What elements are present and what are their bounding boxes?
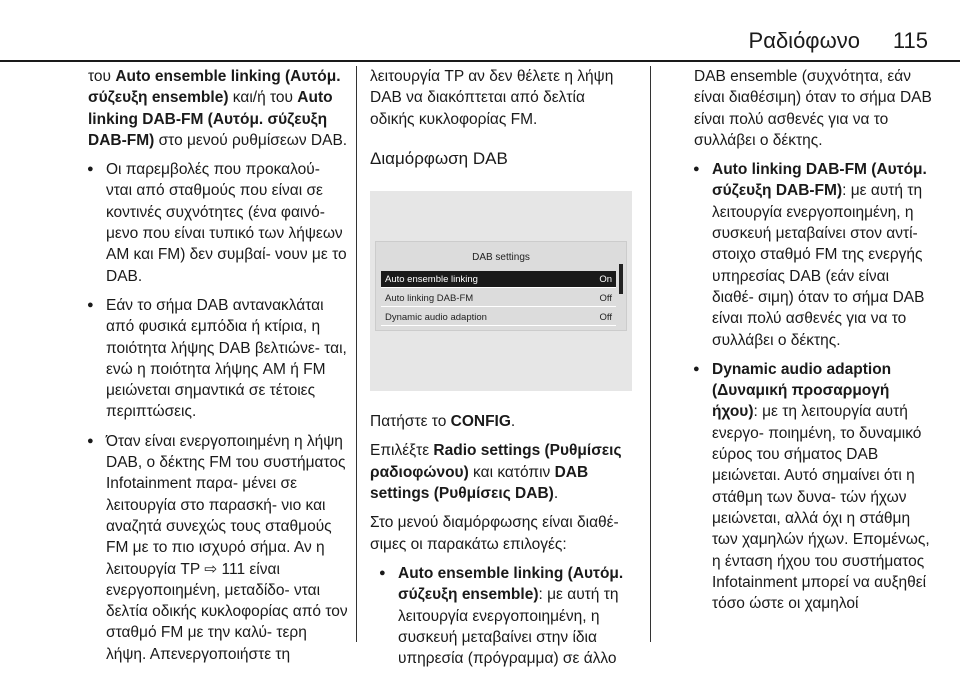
text-run: στο μενού ρυθμίσεων DAB.: [154, 131, 348, 149]
menu-term: DAB settings (Ρυθμίσεις DAB): [370, 463, 589, 503]
bullet-item: [694, 159, 934, 351]
text-run: και κατόπιν: [468, 463, 555, 481]
text-run: : με αυτή τη λειτουργία ενεργοποιημένη, η συσκευή μεταβαίνει στην ίδια υπηρεσία (πρόγραμμα) σε άλλο: [398, 586, 619, 668]
menu-term: Auto linking DAB-FM (Αυτόμ. σύζευξη DAB-FM): [712, 161, 927, 200]
bullet-item: ● Οι παρεμβολές που προκαλού- νται από σταθμούς που είναι σε κοντινές συχνότητες (ένα φαινό- μενο που είναι τυπικό των λήψεων AM και FM) δεν συμβαί- νουν με το DAB.: [88, 159, 350, 287]
screen-title: DAB settings: [472, 252, 530, 264]
text-run: : με τη λειτουργία αυτή ενεργο- ποιημένη, το δυναμικό εύρος του σήματος DAB μειώνεται. Αυτό σημαίνει ότι η στάθμη των δυνα- τών ήχων μειώνεται, αλλά όχι η στάθμη των χαμηλών ήχων. Επομένως, η ένταση ήχου του συστήματος Infotainment μπορεί να αυξηθεί τόσο ώστε οι χαμηλοί: [712, 403, 930, 613]
text-run: και/ή του: [228, 89, 298, 107]
menu-row-value: On: [599, 273, 612, 285]
menu-row: [381, 309, 616, 326]
page-number: 115: [892, 28, 928, 53]
menu-term: Auto ensemble linking (Αυτόμ. σύζευξη ensemble): [88, 68, 341, 107]
button-term: CONFIG: [450, 413, 511, 431]
menu-row-value: Off: [599, 311, 612, 323]
column-divider: [356, 66, 357, 642]
header-rule: [0, 60, 960, 62]
text-run: : με αυτή τη λειτουργία ενεργοποιημένη, η συσκευή μεταβαίνει στον αντί- στοιχο σταθμό FM της ενεργής υπηρεσίας DAB (εάν είναι διαθέ- σιμη) όταν το σήμα DAB είναι πολύ ασθενές για να το συλλάβει ο δέκτης.: [712, 182, 925, 349]
menu-row-value: Off: [599, 292, 612, 304]
bullet-item: ● Όταν είναι ενεργοποιημένη η λήψη DAB, ο δέκτης FM του συστήματος Infotainment παρα- μένει σε λειτουργία στο παρασκή- νιο και αναζητά συνεχώς τους σταθμούς FM με το πιο ισχυρό σήμα. Αν η λειτουργία TP ⇨ 111 είναι ενεργοποιημένη, μεταδίδο- νται δελτία οδικής κυκλοφορίας από τον σταθμό FM με την καλύ- τερη λήψη. Απενεργοποιήστε τη: [88, 431, 350, 665]
scrollbar: [619, 264, 623, 294]
dab-settings-screenshot: [370, 191, 632, 391]
menu-row-label: Auto linking DAB-FM: [385, 292, 474, 304]
menu-term: Auto linking DAB-FM (Αυτόμ. σύζευξη DAB-FM): [88, 89, 333, 149]
intro-paragraph: [88, 66, 350, 151]
column-3: [694, 66, 934, 622]
continued-paragraph: λειτουργία TP αν δεν θέλετε η λήψη DAB να διακόπτεται από δελτία οδικής κυκλοφορίας FM.: [370, 68, 614, 128]
text-run: Επιλέξτε: [370, 442, 434, 460]
dab-settings-screen: [375, 241, 627, 331]
header-title: Ραδιόφωνο: [748, 28, 860, 53]
body-paragraph: Στο μενού διαμόρφωσης είναι διαθέ- σιμες οι παρακάτω επιλογές:: [370, 514, 619, 553]
menu-term: Radio settings (Ρυθμίσεις ραδιοφώνου): [370, 442, 622, 481]
column-divider: [650, 66, 651, 642]
column-2: [370, 66, 632, 677]
text-run: .: [553, 485, 559, 503]
instruction-paragraph: [370, 440, 632, 504]
instruction-paragraph: [370, 411, 632, 432]
menu-row: [381, 271, 616, 288]
bullet-item: [694, 359, 934, 615]
menu-row-label: Auto ensemble linking: [385, 273, 478, 285]
menu-term: Dynamic audio adaption (Δυναμική προσαρμογή ήχου): [712, 360, 892, 421]
menu-row: [381, 290, 616, 307]
section-heading: Διαμόρφωση DAB: [370, 148, 508, 168]
menu-term: Auto ensemble linking (Αυτόμ. σύζευξη ensemble): [398, 564, 624, 604]
menu-row-label: Dynamic audio adaption: [385, 311, 487, 323]
text-run: του: [88, 68, 116, 85]
bullet-item: ● Εάν το σήμα DAB αντανακλάται από φυσικά εμπόδια ή κτίρια, η ποιότητα λήψης DAB βελτιώνε- ται, ενώ η ποιότητα λήψης AM ή FM μειώνεται σημαντικά σε τέτοιες περιπτώσεις.: [88, 295, 350, 423]
continued-paragraph: DAB ensemble (συχνότητα, εάν είναι διαθέσιμη) όταν το σήμα DAB είναι πολύ ασθενές για να το συλλάβει ο δέκτης.: [694, 68, 932, 149]
bullet-item: [380, 563, 632, 669]
text-run: .: [510, 413, 516, 431]
column-1: [88, 66, 350, 673]
text-run: Πατήστε το: [370, 413, 451, 431]
